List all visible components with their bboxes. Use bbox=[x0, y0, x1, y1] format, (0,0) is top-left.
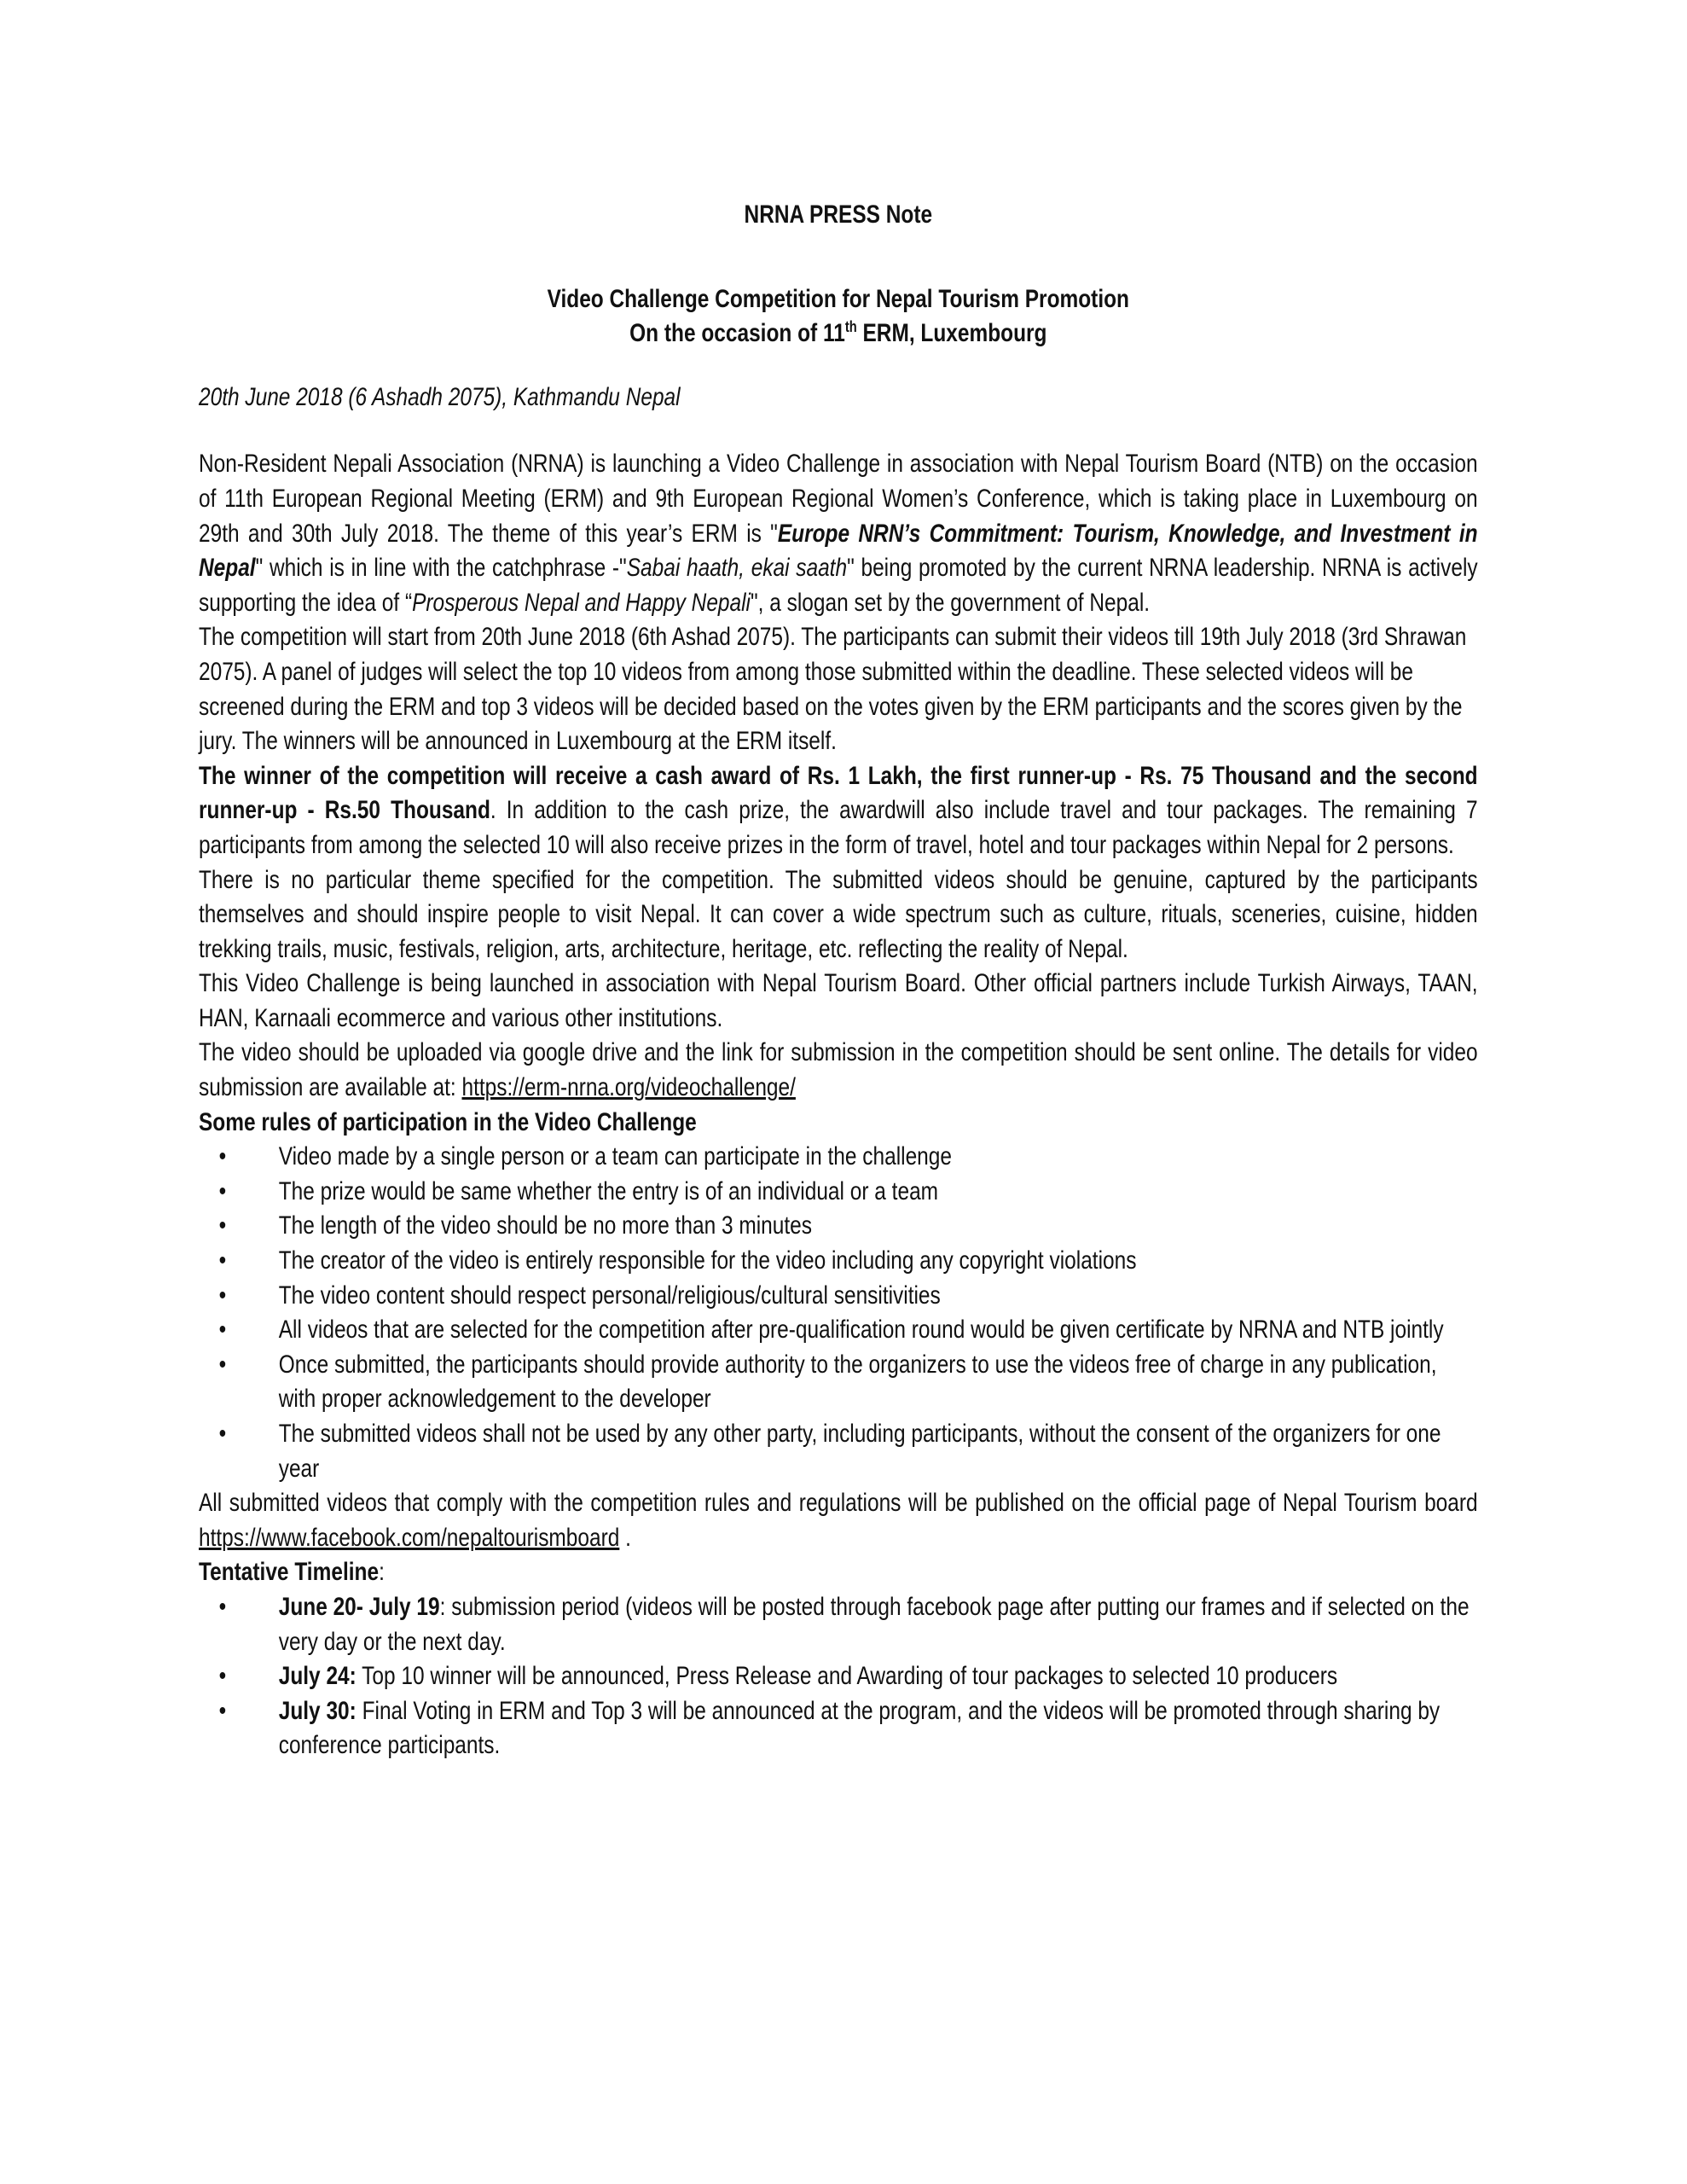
timeline-date: July 30: bbox=[278, 1696, 357, 1725]
publish-paragraph bbox=[199, 1486, 1478, 1555]
list-item bbox=[218, 1175, 1478, 1210]
intro-text-3: " being promoted by the current NRNA leadership. NRNA is actively supporting the idea of “ bbox=[199, 554, 1478, 617]
publish-tail: . bbox=[619, 1523, 631, 1552]
bullet-icon: • bbox=[218, 1696, 227, 1725]
competition-paragraph: The competition will start from 20th June 2018 (6th Ashad 2075). The participants can submit their videos till 19th July 2018 (3rd Shrawan 2075). A panel of judges will select the top 10 videos from among those submitted within the deadline. These selected videos will be screened during the ERM and top 3 videos will be decided based on the votes given by the ERM participants and the scores given by the jury. The winners will be announced in Luxembourg at the ERM itself. bbox=[199, 623, 1467, 756]
bullet-icon: • bbox=[218, 1350, 227, 1379]
list-item bbox=[218, 1313, 1478, 1348]
intro-text-2: " which is in line with the catchphrase -" bbox=[255, 554, 627, 583]
upload-paragraph bbox=[199, 1036, 1478, 1105]
list-item bbox=[218, 1590, 1478, 1659]
facebook-page-link[interactable]: https://www.facebook.com/nepaltourismboard bbox=[199, 1523, 620, 1552]
bullet-icon: • bbox=[218, 1211, 227, 1240]
rule-text: The video content should respect personal/religious/cultural sensitivities bbox=[278, 1281, 941, 1310]
ordinal-suffix: th bbox=[844, 318, 857, 336]
document-title: NRNA PRESS Note bbox=[744, 200, 933, 229]
timeline-text: submission period (videos will be posted through facebook page after putting our frames and if selected on the very day or the next day. bbox=[278, 1592, 1470, 1656]
government-slogan: Prosperous Nepal and Happy Nepali bbox=[412, 588, 751, 617]
timeline-text: Final Voting in ERM and Top 3 will be announced at the program, and the videos will be promoted through sharing by conference participants. bbox=[278, 1696, 1441, 1760]
erm-theme: Europe NRN’s Commitment: Tourism, Knowledge, and Investment in Nepal bbox=[199, 519, 1478, 583]
list-item bbox=[218, 1209, 1478, 1244]
rules-list bbox=[199, 1140, 1478, 1486]
list-item bbox=[218, 1244, 1478, 1279]
occasion-text: On the occasion of 11 bbox=[629, 319, 845, 348]
timeline-heading-text: Tentative Timeline bbox=[199, 1558, 380, 1587]
bullet-icon: • bbox=[218, 1420, 227, 1448]
catchphrase: Sabai haath, ekai saath bbox=[626, 554, 848, 583]
prize-amounts: The winner of the competition will receive a cash award of Rs. 1 Lakh, the first runner-up - Rs. 75 Thousand and the second runner-up - Rs.50 Thousand bbox=[199, 761, 1478, 825]
document-subtitle-occasion bbox=[199, 317, 1478, 351]
upload-text: The video should be uploaded via google drive and the link for submission in the competition should be sent online. The details for video submission are available at: bbox=[199, 1038, 1478, 1102]
timeline-text: Top 10 winner will be announced, Press Release and Awarding of tour packages to selected 10 producers bbox=[362, 1662, 1338, 1691]
list-item bbox=[218, 1659, 1478, 1694]
partners-paragraph: This Video Challenge is being launched in association with Nepal Tourism Board. Other official partners include Turkish Airways, TAAN, HAN, Karnaali ecommerce and various other institutions. bbox=[199, 969, 1478, 1032]
timeline-date: June 20- July 19 bbox=[278, 1592, 440, 1621]
rule-text: Once submitted, the participants should provide authority to the organizers to use the videos free of charge in any publication, with proper acknowledgement to the developer bbox=[278, 1350, 1437, 1414]
occasion-location: ERM, Luxembourg bbox=[856, 319, 1047, 348]
bullet-icon: • bbox=[218, 1281, 227, 1310]
dateline: 20th June 2018 (6 Ashadh 2075), Kathmandu Nepal bbox=[199, 382, 681, 411]
list-item bbox=[218, 1417, 1478, 1486]
press-note-page bbox=[199, 198, 1478, 1763]
video-challenge-link[interactable]: https://erm-nrna.org/videochallenge/ bbox=[461, 1073, 796, 1102]
rule-text: The submitted videos shall not be used by any other party, including participants, without the consent of the organizers for one year bbox=[278, 1420, 1441, 1483]
list-item bbox=[218, 1279, 1478, 1314]
rules-heading: Some rules of participation in the Video Challenge bbox=[199, 1107, 697, 1136]
bullet-icon: • bbox=[218, 1142, 227, 1171]
rule-text: All videos that are selected for the competition after pre-qualification round would be given certificate by NRNA and NTB jointly bbox=[278, 1316, 1444, 1345]
bullet-icon: • bbox=[218, 1592, 227, 1621]
bullet-icon: • bbox=[218, 1246, 227, 1275]
intro-text: Non-Resident Nepali Association (NRNA) is launching a Video Challenge in association with Nepal Tourism Board (NTB) on the occasion of 11th European Regional Meeting (ERM) and 9th European Regional Women’s Conference, which is taking place in Luxembourg on 29th and 30th July 2018. The theme of this year’s ERM is " bbox=[199, 450, 1478, 548]
bullet-icon: • bbox=[218, 1176, 227, 1205]
prize-details: . In addition to the cash prize, the awardwill also include travel and tour packages. The remaining 7 participants from among the selected 10 will also receive prizes in the form of travel, hotel and tour packages within Nepal for 2 persons. bbox=[199, 796, 1478, 859]
publish-text: All submitted videos that comply with the competition rules and regulations will be published on the official page of Nepal Tourism board bbox=[199, 1489, 1478, 1518]
timeline-list bbox=[199, 1590, 1478, 1763]
rule-text: The creator of the video is entirely responsible for the video including any copyright violations bbox=[278, 1246, 1137, 1275]
list-item bbox=[218, 1348, 1478, 1417]
rule-text: Video made by a single person or a team can participate in the challenge bbox=[278, 1142, 952, 1171]
theme-paragraph: There is no particular theme specified for the competition. The submitted videos should be genuine, captured by the participants themselves and should inspire people to visit Nepal. It can cover a wide spectrum such as culture, rituals, sceneries, cuisine, hidden trekking trails, music, festivals, religion, arts, architecture, heritage, etc. reflecting the reality of Nepal. bbox=[199, 865, 1478, 963]
prizes-paragraph bbox=[199, 759, 1478, 863]
separator: : bbox=[439, 1592, 452, 1621]
bullet-icon: • bbox=[218, 1316, 227, 1345]
intro-text-4: ", a slogan set by the government of Nepal. bbox=[750, 588, 1151, 617]
list-item bbox=[218, 1694, 1478, 1763]
intro-paragraph bbox=[199, 447, 1478, 620]
list-item bbox=[218, 1140, 1478, 1175]
timeline-heading-colon: : bbox=[379, 1558, 385, 1587]
rule-text: The length of the video should be no more than 3 minutes bbox=[278, 1211, 812, 1240]
document-body bbox=[199, 198, 1478, 1763]
timeline-date: July 24: bbox=[278, 1662, 357, 1691]
document-subtitle: Video Challenge Competition for Nepal Tourism Promotion bbox=[547, 284, 1129, 313]
bullet-icon: • bbox=[218, 1662, 227, 1691]
timeline-heading bbox=[199, 1555, 1478, 1590]
rule-text: The prize would be same whether the entry is of an individual or a team bbox=[278, 1176, 939, 1205]
